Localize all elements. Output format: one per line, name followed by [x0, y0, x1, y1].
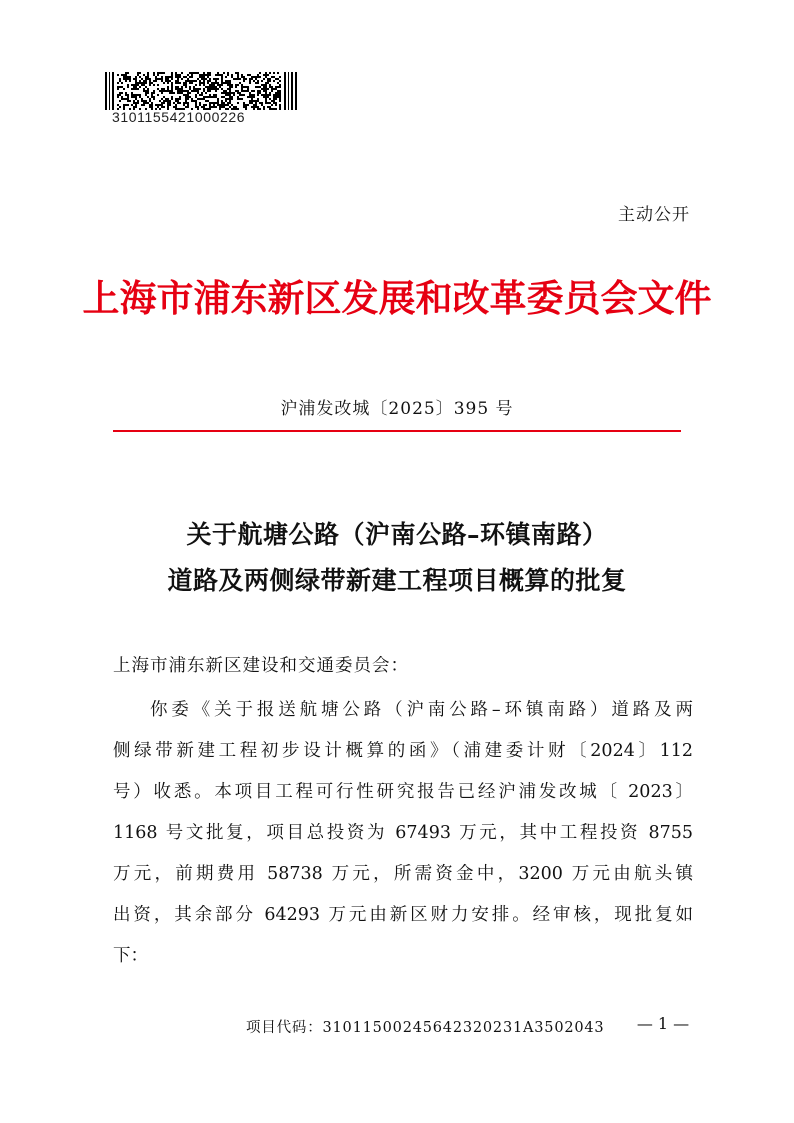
barcode-number: 3101155421000226	[112, 109, 246, 125]
body-line-4: 1168 号文批复，项目总投资为 67493 万元，其中工程投资 8755	[113, 823, 693, 843]
red-divider-rule	[113, 430, 681, 432]
body-line-7: 下：	[113, 946, 148, 966]
disclosure-label: 主动公开	[618, 205, 690, 225]
document-number: 沪浦发改城〔2025〕395 号	[280, 399, 514, 419]
body-line-2: 侧绿带新建工程初步设计概算的函》（浦建委计财〔2024〕112	[113, 741, 693, 761]
body-line-1: 你委《关于报送航塘公路（沪南公路–环镇南路）道路及两	[150, 700, 693, 720]
barcode	[105, 72, 297, 110]
title-line-2: 道路及两侧绿带新建工程项目概算的批复	[167, 566, 627, 595]
project-code: 项目代码：31011500245642320231A3502043	[246, 1020, 605, 1036]
body-line-6: 出资，其余部分 64293 万元由新区财力安排。经审核，现批复如	[113, 905, 693, 925]
addressee: 上海市浦东新区建设和交通委员会：	[113, 656, 409, 676]
page-number: — 1 —	[636, 1014, 690, 1033]
title-line-1: 关于航塘公路（沪南公路–环镇南路）	[186, 520, 608, 549]
body-line-5: 万元，前期费用 58738 万元，所需资金中，3200 万元由航头镇	[113, 864, 693, 884]
document-header-title: 上海市浦东新区发展和改革委员会文件	[82, 276, 712, 320]
body-line-3: 号）收悉。本项目工程可行性研究报告已经沪浦发改城〔 2023〕	[113, 782, 693, 802]
